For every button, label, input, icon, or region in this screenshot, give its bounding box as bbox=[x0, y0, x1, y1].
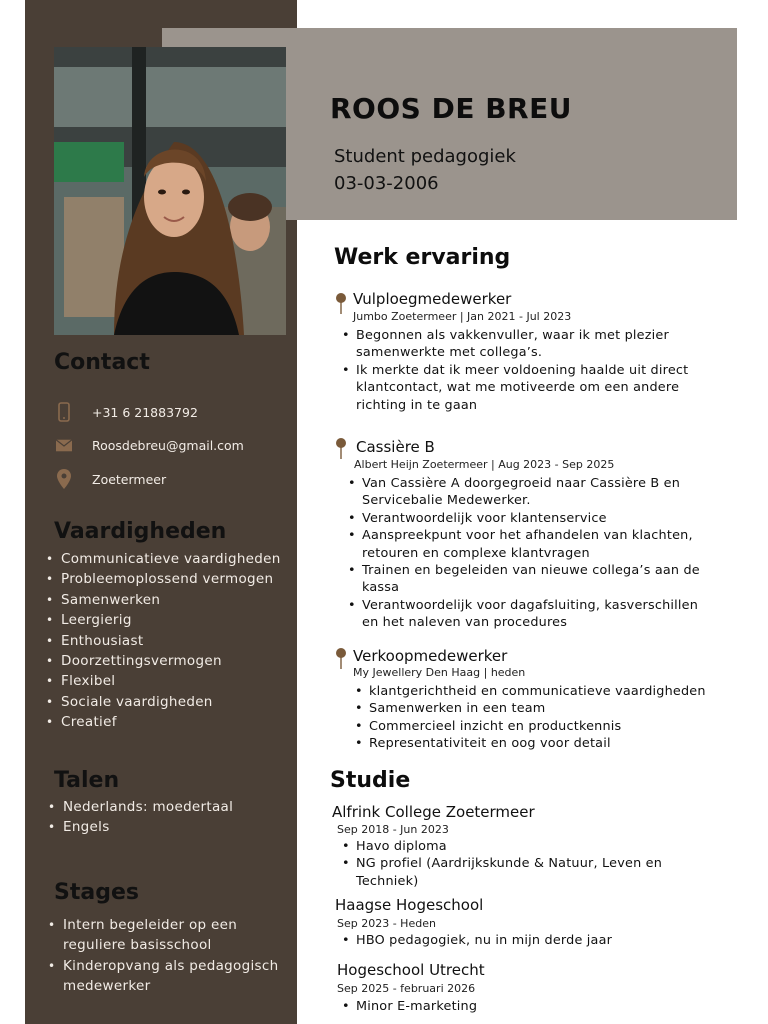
internship-item: • Intern begeleider op een reguliere basisschool bbox=[48, 915, 288, 956]
job-bullet: • Ik merkte dat ik meer voldoening haalde uit direct klantcontact, wat me motiveerde om een andere richting in te gaan bbox=[340, 362, 690, 414]
skill-item: • Leergierig bbox=[46, 610, 281, 630]
internship-item: • Kinderopvang als pedagogisch medewerker bbox=[48, 956, 288, 997]
mail-icon bbox=[56, 434, 72, 456]
location-pin-icon bbox=[56, 468, 72, 490]
internships-heading: Stages bbox=[54, 880, 139, 905]
skill-item: • Enthousiast bbox=[46, 631, 281, 651]
school-bullet: • NG profiel (Aardrijkskunde & Natuur, Leven en Techniek) bbox=[340, 855, 700, 890]
skills-heading: Vaardigheden bbox=[54, 519, 227, 544]
contact-location bbox=[56, 467, 167, 491]
job-title: Cassière B bbox=[356, 438, 435, 456]
contact-location-text: Zoetermeer bbox=[92, 471, 167, 487]
job-bullets bbox=[340, 327, 690, 414]
job-meta: Albert Heijn Zoetermeer | Aug 2023 - Sep 2025 bbox=[354, 458, 615, 471]
internships-list bbox=[48, 915, 288, 997]
languages-heading: Talen bbox=[54, 768, 120, 793]
job-meta: My Jewellery Den Haag | heden bbox=[353, 666, 526, 679]
skills-list bbox=[46, 549, 281, 733]
timeline-pin-icon bbox=[335, 647, 347, 669]
contact-phone bbox=[56, 400, 198, 424]
job-bullet: • Verantwoordelijk voor dagafsluiting, kasverschillen en het naleven van procedures bbox=[346, 597, 712, 632]
timeline-pin-icon bbox=[335, 437, 347, 459]
job-bullet: • Van Cassière A doorgegroeid naar Cassière B en Servicebalie Medewerker. bbox=[346, 475, 712, 510]
job-title: Verkoopmedewerker bbox=[353, 647, 508, 665]
contact-heading: Contact bbox=[54, 350, 150, 375]
school-name: Haagse Hogeschool bbox=[335, 896, 484, 914]
school-bullet: • Minor E-marketing bbox=[340, 998, 700, 1015]
phone-icon bbox=[56, 401, 72, 423]
skill-item: • Samenwerken bbox=[46, 590, 281, 610]
skill-item: • Communicatieve vaardigheden bbox=[46, 549, 281, 569]
school-bullets bbox=[340, 838, 700, 890]
school-period: Sep 2025 - februari 2026 bbox=[337, 982, 476, 995]
school-name: Hogeschool Utrecht bbox=[337, 961, 485, 979]
school-bullet: • HBO pedagogiek, nu in mijn derde jaar bbox=[340, 932, 700, 949]
skill-item: • Creatief bbox=[46, 712, 281, 732]
job-bullets bbox=[346, 475, 712, 632]
contact-email bbox=[56, 433, 244, 457]
job-title: Vulploegmedewerker bbox=[353, 290, 512, 308]
job-bullet: • Verantwoordelijk voor klantenservice bbox=[346, 510, 712, 527]
job-bullet: • klantgerichtheid en communicatieve vaardigheden bbox=[353, 683, 733, 700]
school-bullets bbox=[340, 932, 700, 949]
job-bullet: • Representativiteit en oog voor detail bbox=[353, 735, 733, 752]
job-bullet: • Trainen en begeleiden van nieuwe collega’s aan de kassa bbox=[346, 562, 712, 597]
skill-item: • Doorzettingsvermogen bbox=[46, 651, 281, 671]
school-bullets bbox=[340, 998, 700, 1015]
skill-item: • Flexibel bbox=[46, 671, 281, 691]
language-item: • Engels bbox=[48, 817, 233, 837]
school-period: Sep 2023 - Heden bbox=[337, 917, 436, 930]
contact-phone-text: +31 6 21883792 bbox=[92, 404, 198, 420]
person-name: ROOS DE BREU bbox=[330, 92, 572, 125]
skill-item: • Sociale vaardigheden bbox=[46, 692, 281, 712]
school-period: Sep 2018 - Jun 2023 bbox=[337, 823, 449, 836]
job-bullet: • Commercieel inzicht en productkennis bbox=[353, 718, 733, 735]
job-bullet: • Samenwerken in een team bbox=[353, 700, 733, 717]
job-meta: Jumbo Zoetermeer | Jan 2021 - Jul 2023 bbox=[353, 310, 572, 323]
subtitle: Student pedagogiek bbox=[334, 146, 516, 167]
language-item: • Nederlands: moedertaal bbox=[48, 797, 233, 817]
languages-list bbox=[48, 797, 233, 838]
job-bullet: • Aanspreekpunt voor het afhandelen van klachten, retouren en complexe klantvragen bbox=[346, 527, 712, 562]
timeline-pin-icon bbox=[335, 292, 347, 314]
work-heading: Werk ervaring bbox=[334, 245, 511, 270]
school-bullet: • Havo diploma bbox=[340, 838, 700, 855]
school-name: Alfrink College Zoetermeer bbox=[332, 803, 535, 821]
job-bullets bbox=[353, 683, 733, 753]
job-bullet: • Begonnen als vakkenvuller, waar ik met plezier samenwerkte met collega’s. bbox=[340, 327, 690, 362]
profile-photo bbox=[54, 47, 286, 335]
contact-email-text: Roosdebreu@gmail.com bbox=[92, 437, 244, 453]
study-heading: Studie bbox=[330, 768, 411, 793]
skill-item: • Probleemoplossend vermogen bbox=[46, 569, 281, 589]
birthdate: 03-03-2006 bbox=[334, 173, 439, 194]
